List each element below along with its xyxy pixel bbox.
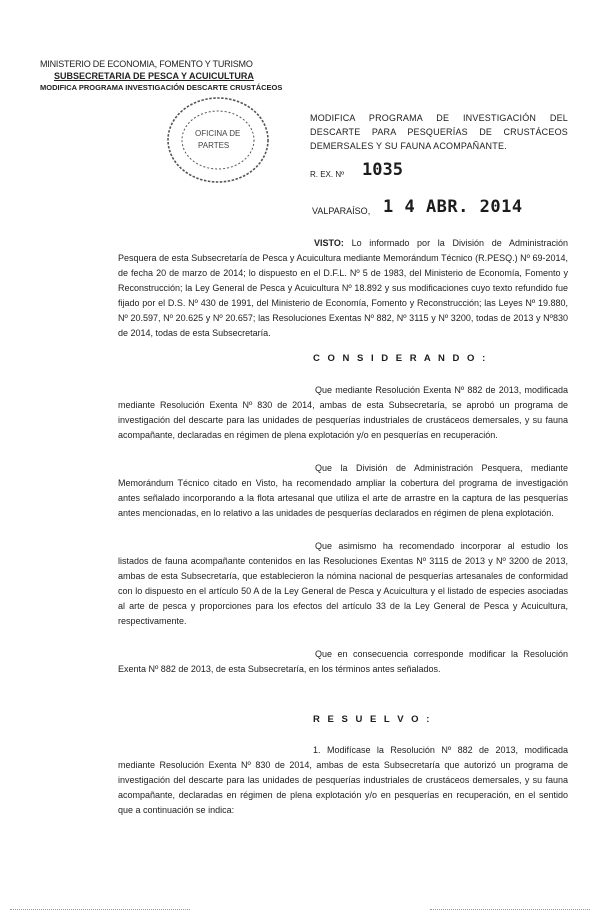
stamp-line-2: PARTES (198, 141, 230, 150)
visto-paragraph (118, 236, 568, 341)
office-stamp (160, 92, 285, 192)
considerando-item-1: Que mediante Resolución Exenta Nº 882 de 2013, modificada mediante Resolución Exenta Nº 830 de 2014, ambas de esta Subsecretaría, se aprobó un programa de investigación del descarte para las unidades de pesquerías industriales de crustáceos demersales, y su fauna acompañante, declaradas en régimen de plena explotación y/o en pesquerías en recuperación. (118, 385, 568, 440)
subject-short: MODIFICA PROGRAMA INVESTIGACIÓN DESCARTE CRUSTÁCEOS (40, 83, 283, 92)
resuelvo-heading: R E S U E L V O : (313, 714, 432, 725)
resolution-label: R. EX. Nº (310, 170, 345, 179)
considerando-item-3: Que asimismo ha recomendado incorporar al estudio los listados de fauna acompañante contenidos en las Resoluciones Exentas Nº 3115 de 2013 y Nº 3200 de 2013, ambas de esta Subsecretaría, que establecieron la nómina nacional de pesquerías artesanales de conformidad con lo dispuesto en el artículo 50 A de la Ley General de Pesca y Acuicultura y el listado de especies asociadas al arte de pesca y proporciones para los efectos del artículo 33 de la Ley General de Pesca y Acuicultura, respectivamente. (118, 541, 568, 626)
stamp-line-1: OFICINA DE (195, 129, 241, 138)
considerando-item-4: Que en consecuencia corresponde modificar la Resolución Exenta Nº 882 de 2013, de esta Subsecretaría, en los términos antes señalados. (118, 649, 568, 674)
subsecretaria-name: SUBSECRETARIA DE PESCA Y ACUICULTURA (54, 71, 254, 81)
resuelvo-item-1: 1. Modifícase la Resolución Nº 882 de 2013, modificada mediante Resolución Exenta Nº 830 de 2014, ambas de esta Subsecretaría que autorizó un programa de investigación del descarte para las unidades de pesquerías industriales de crustáceos demersales, y su fauna acompañante, declaradas en régimen de plena explotación y/o en pesquerías en recuperación, en el sentido que a continuación se indica: (118, 745, 568, 815)
considerando-item-2: Que la División de Administración Pesquera, mediante Memorándum Técnico citado en Visto, ha recomendado ampliar la cobertura del programa de investigación antes señalado incorporando a la flota artesanal que utiliza el arte de arrastre en la captura de las pesquerías antes mencionadas, en lo relativo a las unidades de pesquerías declarados en régimen de plena explotación. (118, 463, 568, 518)
resolution-subject: MODIFICA PROGRAMA DE INVESTIGACIÓN DEL DESCARTE PARA PESQUERÍAS DE CRUSTÁCEOS DEMERSALES Y SU FAUNA ACOMPAÑANTE. (310, 113, 568, 151)
resolution-date: 1 4 ABR. 2014 (383, 197, 523, 217)
ministry-name: MINISTERIO DE ECONOMIA, FOMENTO Y TURISMO (40, 59, 253, 69)
footer-mark-right (430, 909, 590, 910)
visto-label: VISTO: (314, 238, 344, 248)
stamp-icon (168, 98, 268, 182)
visto-text: Lo informado por la División de Administración Pesquera de esta Subsecretaría de Pesca y Acuicultura mediante Memorándum Técnico (R.PESQ.) Nº 69-2014, de fecha 20 de marzo de 2014; lo dispuesto en el D.F.L. Nº 5 de 1983, del Ministerio de Economía, Fomento y Reconstrucción; la Ley General de Pesca y Acuicultura Nº 18.892 y sus modificaciones cuyo texto refundido fue fijado por el D.S. Nº 430 de 1991, del Ministerio de Economía, Fomento y Reconstrucción; las Leyes Nº 19.880, Nº 20.597, Nº 20.625 y Nº 20.657; las Resoluciones Exentas Nº 882, Nº 3115 y Nº 3200, todas de 2013 y Nº830 de 2014, todas de esta Subsecretaría. (118, 238, 568, 338)
footer-mark-left (10, 909, 190, 910)
resolution-place: VALPARAÍSO, (312, 206, 371, 216)
resolution-number: 1035 (362, 160, 403, 180)
considerando-heading: C O N S I D E R A N D O : (313, 353, 488, 364)
